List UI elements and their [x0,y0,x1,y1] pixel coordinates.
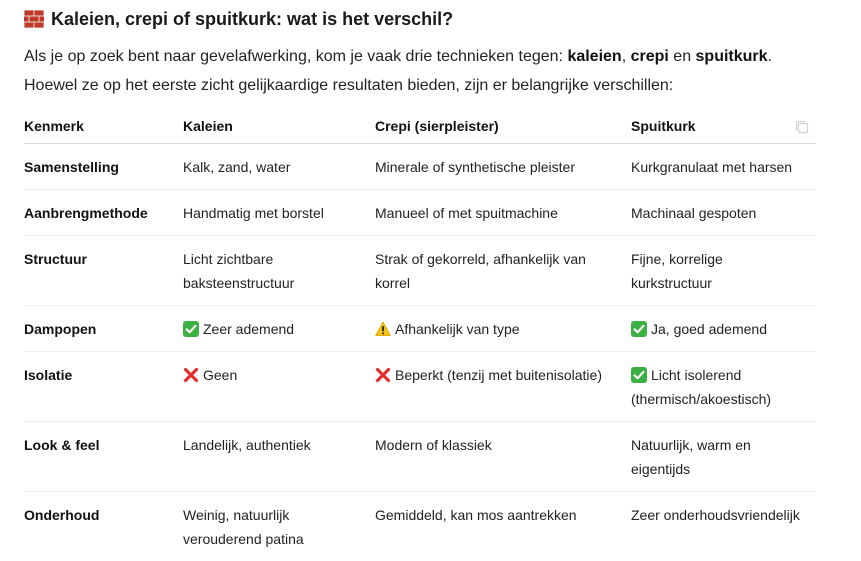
row-label: Isolatie [24,352,183,422]
check-icon [631,320,647,336]
table-cell [375,236,631,306]
cell-text: Gemiddeld, kan mos aantrekken [375,507,577,523]
intro-paragraph [24,42,816,100]
check-icon [631,366,647,382]
intro-text: . Hoewel ze op het eerste zicht gelijkaardige resultaten bieden, zijn er belangrijke verschillen: [24,48,772,94]
table-cell [183,352,375,422]
cross-icon [183,366,199,382]
cell-text: Zeer onderhoudsvriendelijk [631,507,800,523]
row-label: Structuur [24,236,183,306]
section-heading [24,8,816,30]
intro-separator: , [622,48,631,65]
table-cell [631,236,816,306]
table-row [24,492,816,561]
cell-text: Handmatig met borstel [183,205,324,221]
table-cell [183,144,375,190]
table-cell [183,492,375,561]
column-header-kenmerk: Kenmerk [24,111,183,144]
table-row [24,422,816,492]
cell-text: Natuurlijk, warm en eigentijds [631,437,751,477]
column-header-spuitkurk [631,111,816,144]
cell-text: Landelijk, authentiek [183,437,311,453]
row-label: Look & feel [24,422,183,492]
table-cell [183,422,375,492]
column-header-spuitkurk-label: Spuitkurk [631,118,696,134]
row-label: Aanbrengmethode [24,190,183,236]
table-cell [375,190,631,236]
cell-text: Geen [203,367,237,383]
row-label: Onderhoud [24,492,183,561]
column-header-crepi: Crepi (sierpleister) [375,111,631,144]
table-cell [183,190,375,236]
intro-term-kaleien: kaleien [567,48,621,65]
table-cell [375,144,631,190]
intro-term-crepi: crepi [631,48,669,65]
table-cell [631,190,816,236]
cell-text: Beperkt (tenzij met buitenisolatie) [395,367,602,383]
cell-text: Kurkgranulaat met harsen [631,159,792,175]
table-row [24,144,816,190]
table-cell [631,144,816,190]
table-cell [375,492,631,561]
table-cell [375,306,631,352]
comparison-table [24,111,816,561]
table-cell [631,422,816,492]
table-cell [183,236,375,306]
section-heading-text: Kaleien, crepi of spuitkurk: wat is het verschil? [51,9,453,30]
brick-icon [24,10,44,28]
row-label: Dampopen [24,306,183,352]
table-cell [375,422,631,492]
cell-text: Kalk, zand, water [183,159,290,175]
cell-text: Fijne, korrelige kurkstructuur [631,251,723,291]
intro-separator: en [669,48,696,65]
cell-text: Afhankelijk van type [395,321,520,337]
cell-text: Machinaal gespoten [631,205,756,221]
table-row [24,236,816,306]
table-cell [631,352,816,422]
intro-term-spuitkurk: spuitkurk [696,48,768,65]
table-cell [631,492,816,561]
column-header-kaleien: Kaleien [183,111,375,144]
cell-text: Ja, goed ademend [651,321,767,337]
cell-text: Strak of gekorreld, afhankelijk van korrel [375,251,586,291]
cell-text: Licht isolerend (thermisch/akoestisch) [631,367,771,407]
cell-text: Weinig, natuurlijk verouderend patina [183,507,304,547]
table-header-row [24,111,816,144]
cell-text: Manueel of met spuitmachine [375,205,558,221]
table-row [24,352,816,422]
row-label: Samenstelling [24,144,183,190]
cross-icon [375,366,391,382]
warning-icon [375,320,391,336]
table-cell [631,306,816,352]
check-icon [183,320,199,336]
intro-text: Als je op zoek bent naar gevelafwerking, kom je vaak drie technieken tegen: [24,48,567,65]
table-cell [375,352,631,422]
cell-text: Zeer ademend [203,321,294,337]
table-cell [183,306,375,352]
cell-text: Minerale of synthetische pleister [375,159,575,175]
table-row [24,306,816,352]
cell-text: Licht zichtbare baksteenstructuur [183,251,294,291]
article-section [24,0,816,561]
table-body [24,144,816,561]
copy-icon[interactable] [794,119,810,135]
cell-text: Modern of klassiek [375,437,492,453]
table-row [24,190,816,236]
